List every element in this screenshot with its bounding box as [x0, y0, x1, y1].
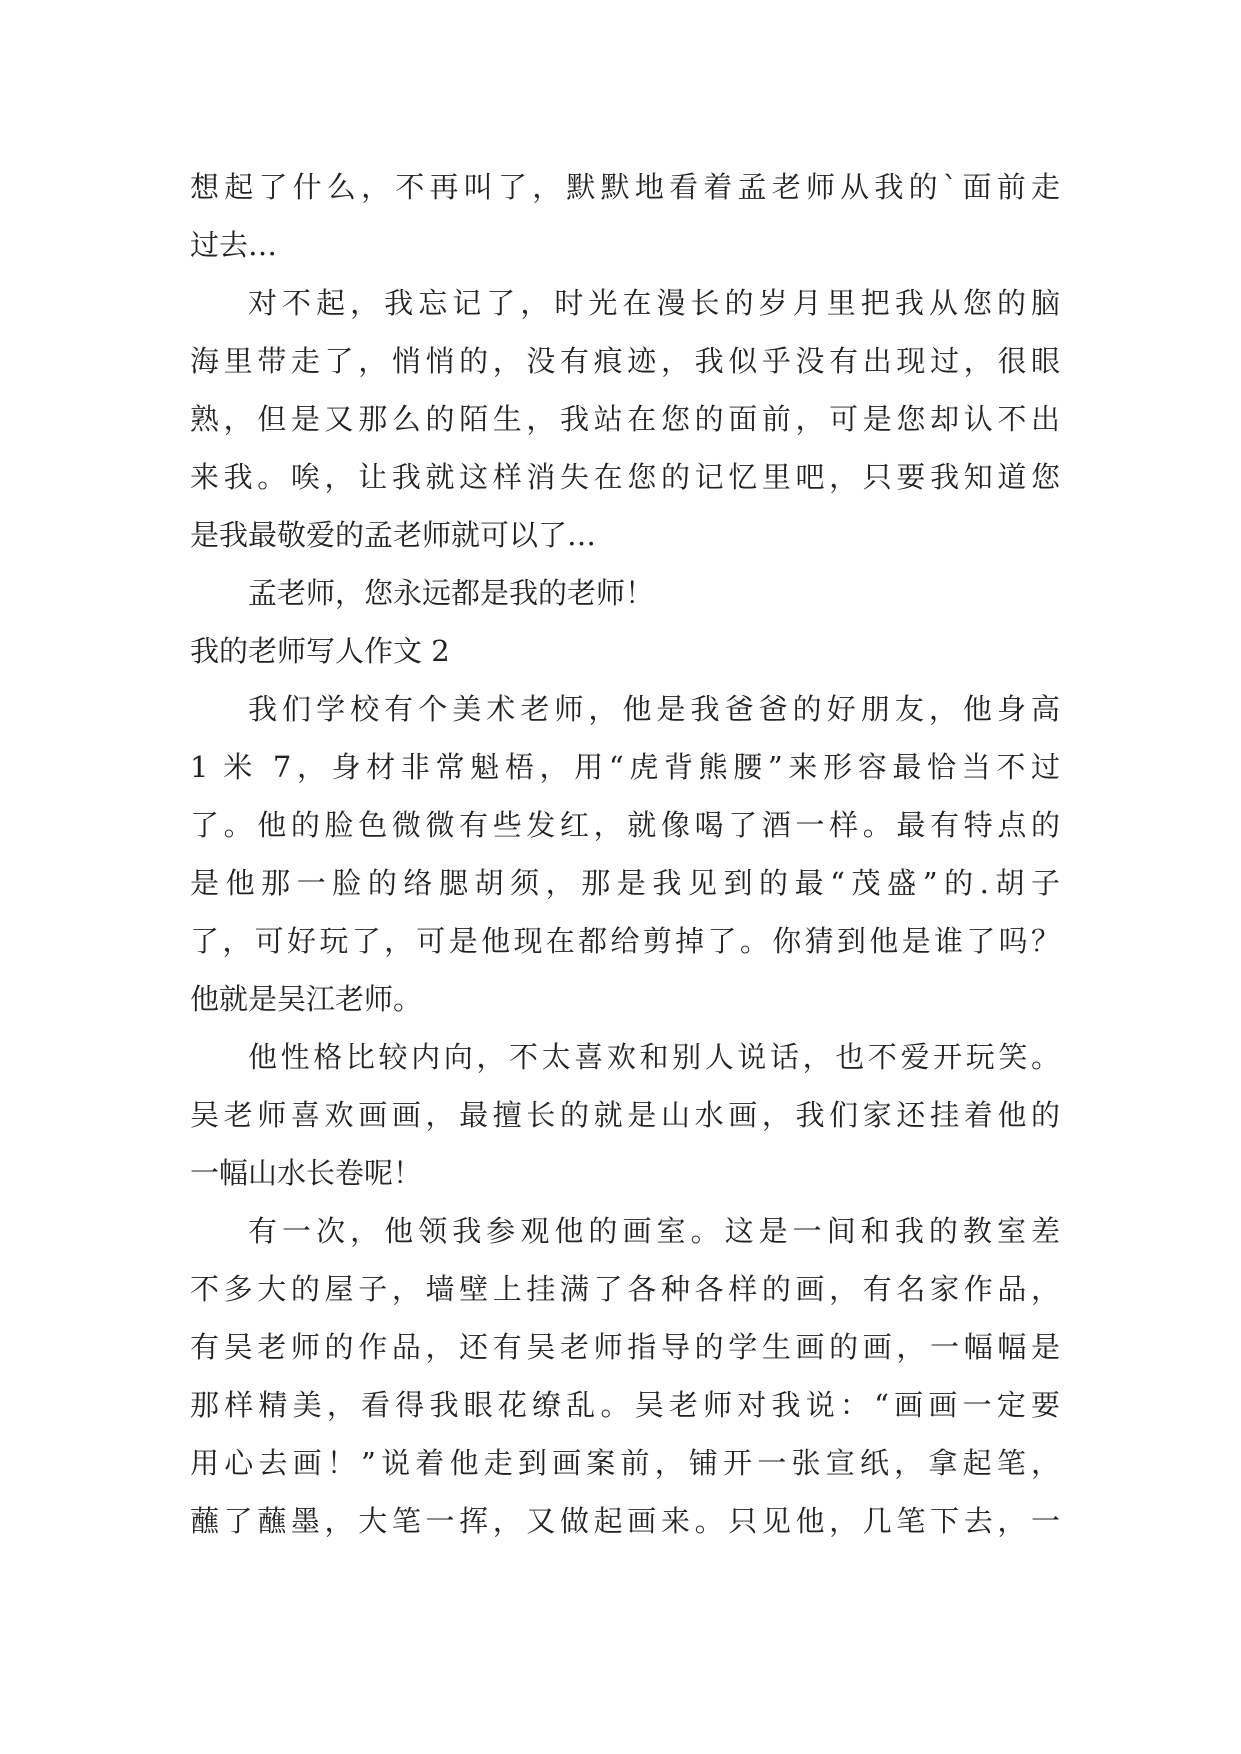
text-line: 了。他的脸色微微有些发红，就像喝了酒一样。最有特点的: [190, 808, 1060, 842]
text-line: 他就是吴江老师。: [190, 982, 423, 1016]
text-line: 熟，但是又那么的陌生，我站在您的面前，可是您却认不出: [190, 402, 1060, 436]
text-line: 他性格比较内向，不太喜欢和别人说话，也不爱开玩笑。: [248, 1040, 1060, 1074]
text-line: 来我。唉，让我就这样消失在您的记忆里吧，只要我知道您: [190, 460, 1060, 494]
text-line: 有一次，他领我参观他的画室。这是一间和我的教室差: [248, 1214, 1060, 1248]
text-line: 用心去画！”说着他走到画案前，铺开一张宣纸，拿起笔，: [190, 1446, 1060, 1480]
text-line: 一幅山水长卷呢！: [190, 1156, 423, 1190]
text-line: 吴老师喜欢画画，最擅长的就是山水画，我们家还挂着他的: [190, 1098, 1060, 1132]
text-line: 想起了什么，不再叫了，默默地看着孟老师从我的`面前走: [190, 170, 1060, 204]
text-line: 不多大的屋子，墙壁上挂满了各种各样的画，有名家作品，: [190, 1272, 1060, 1306]
text-line: 1 米 7，身材非常魁梧，用“虎背熊腰”来形容最恰当不过: [190, 750, 1060, 784]
text-line: 对不起，我忘记了，时光在漫长的岁月里把我从您的脑: [248, 286, 1060, 320]
text-line: 蘸了蘸墨，大笔一挥，又做起画来。只见他，几笔下去，一: [190, 1504, 1060, 1538]
essay-text: [190, 158, 1060, 1550]
text-line: 那样精美，看得我眼花缭乱。吴老师对我说：“画画一定要: [190, 1388, 1060, 1422]
text-line: 是我最敬爱的孟老师就可以了…: [190, 518, 597, 552]
text-line: 过去…: [190, 228, 278, 262]
text-line: 是他那一脸的络腮胡须，那是我见到的最“茂盛”的.胡子: [190, 866, 1060, 900]
essay-heading: 我的老师写人作文 2: [190, 634, 450, 668]
text-line: 海里带走了，悄悄的，没有痕迹，我似乎没有出现过，很眼: [190, 344, 1060, 378]
text-line: 了，可好玩了，可是他现在都给剪掉了。你猜到他是谁了吗？: [190, 924, 1060, 958]
text-line: 我们学校有个美术老师，他是我爸爸的好朋友，他身高: [248, 692, 1060, 726]
text-line: 孟老师，您永远都是我的老师！: [248, 576, 655, 610]
text-line: 有吴老师的作品，还有吴老师指导的学生画的画，一幅幅是: [190, 1330, 1060, 1364]
